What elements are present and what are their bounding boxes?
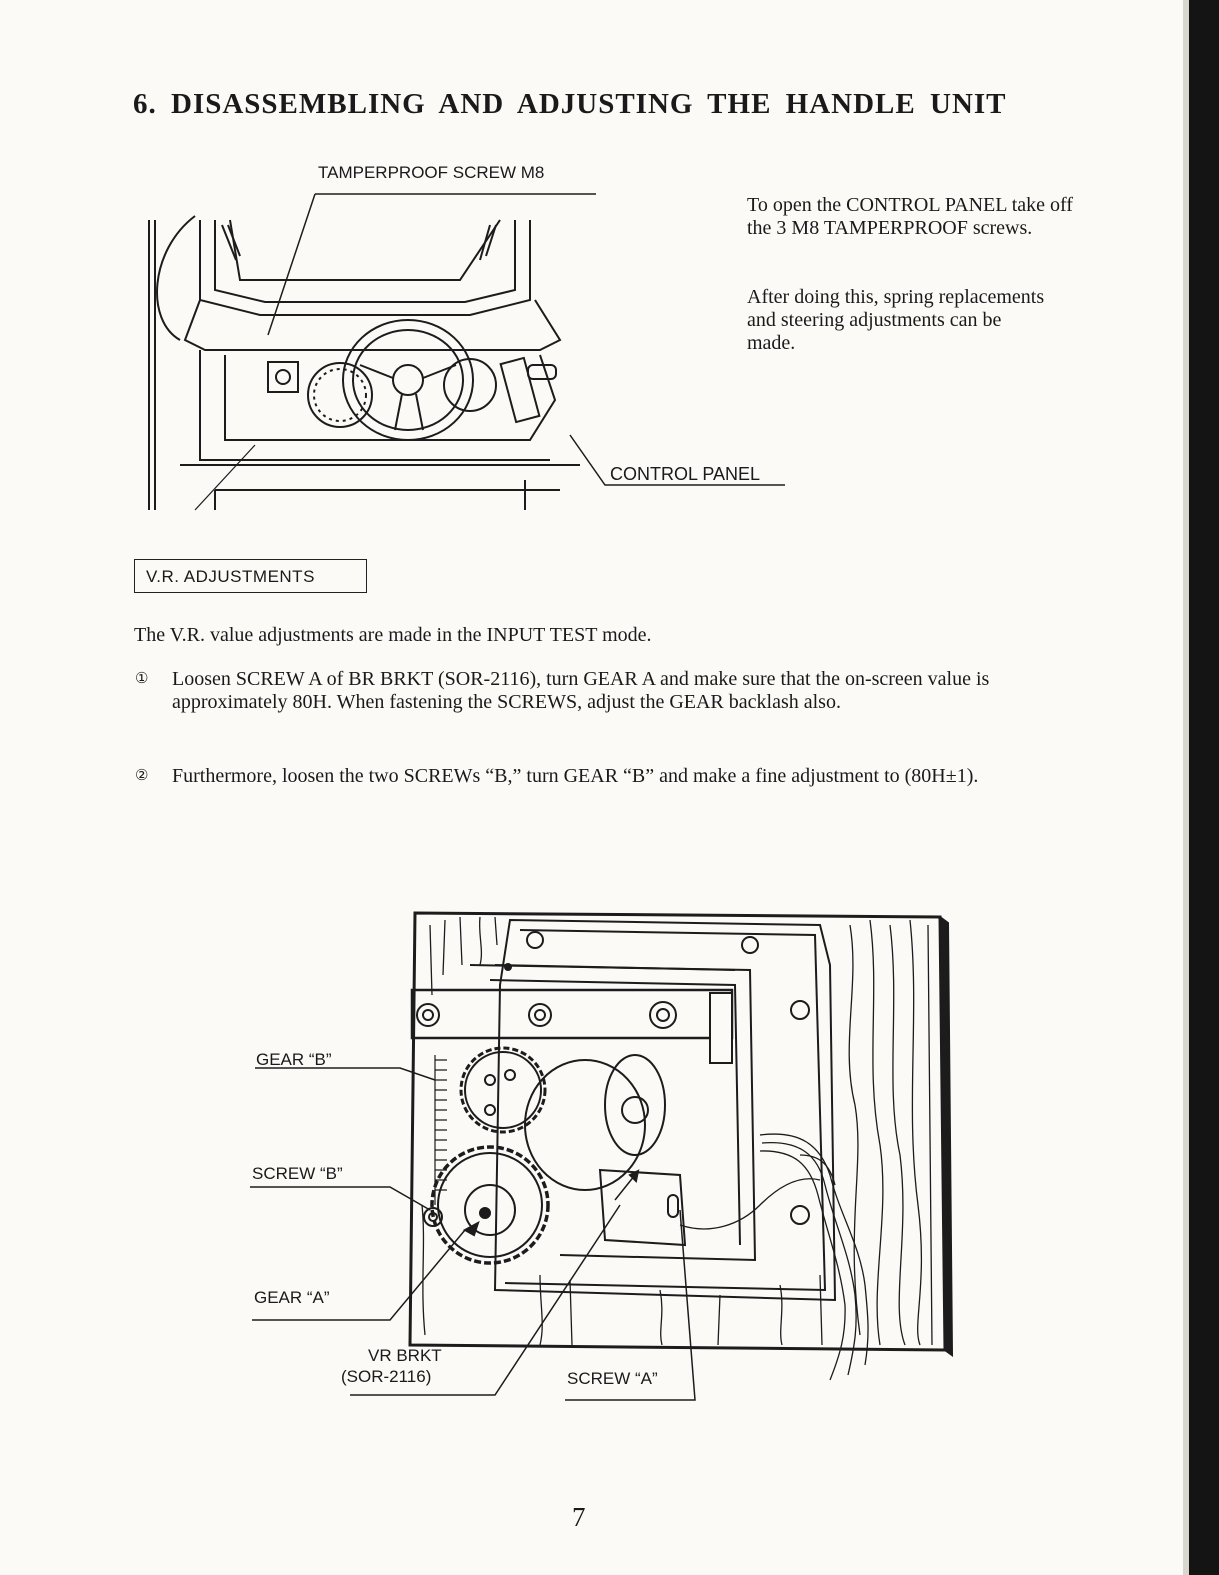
handle-unit-illustration [240, 905, 960, 1405]
intro-text: The V.R. value adjustments are made in the INPUT TEST mode. [134, 624, 652, 646]
section-box-vr-adjustments: V.R. ADJUSTMENTS [134, 559, 367, 593]
step-2 [135, 765, 1035, 815]
instruction-open-panel: To open the CONTROL PANEL take off the 3 M8 TAMPERPROOF screws. [747, 194, 1073, 239]
step-1 [135, 668, 1035, 738]
instruction-after: After doing this, spring replacements and steering adjustments can be made. [747, 286, 1045, 354]
step-text: Furthermore, loosen the two SCREWs “B,” turn GEAR “B” and make a fine adjustment to (80H±1). [172, 765, 979, 787]
section-heading: 6. DISASSEMBLING AND ADJUSTING THE HANDLE UNIT [133, 88, 1007, 120]
label-gear-b: GEAR “B” [256, 1050, 332, 1069]
step-number: ② [135, 768, 149, 784]
label-screw-a: SCREW “A” [567, 1369, 658, 1388]
label-screw-b: SCREW “B” [252, 1164, 343, 1183]
label-vr-brkt: VR BRKT [368, 1346, 442, 1365]
step-number: ① [135, 671, 149, 687]
label-control-panel: CONTROL PANEL [610, 464, 761, 484]
label-tamperproof-screw: TAMPERPROOF SCREW M8 [318, 163, 545, 182]
label-vr-brkt-part: (SOR-2116) [341, 1367, 432, 1386]
page-number: 7 [572, 1502, 586, 1532]
step-text: Loosen SCREW A of BR BRKT (SOR-2116), turn GEAR A and make sure that the on-screen value is approximately 80H. When fastening the SCREWS, adjust the GEAR backlash also. [172, 668, 990, 713]
scan-border [1189, 0, 1219, 1575]
label-gear-a: GEAR “A” [254, 1288, 330, 1307]
